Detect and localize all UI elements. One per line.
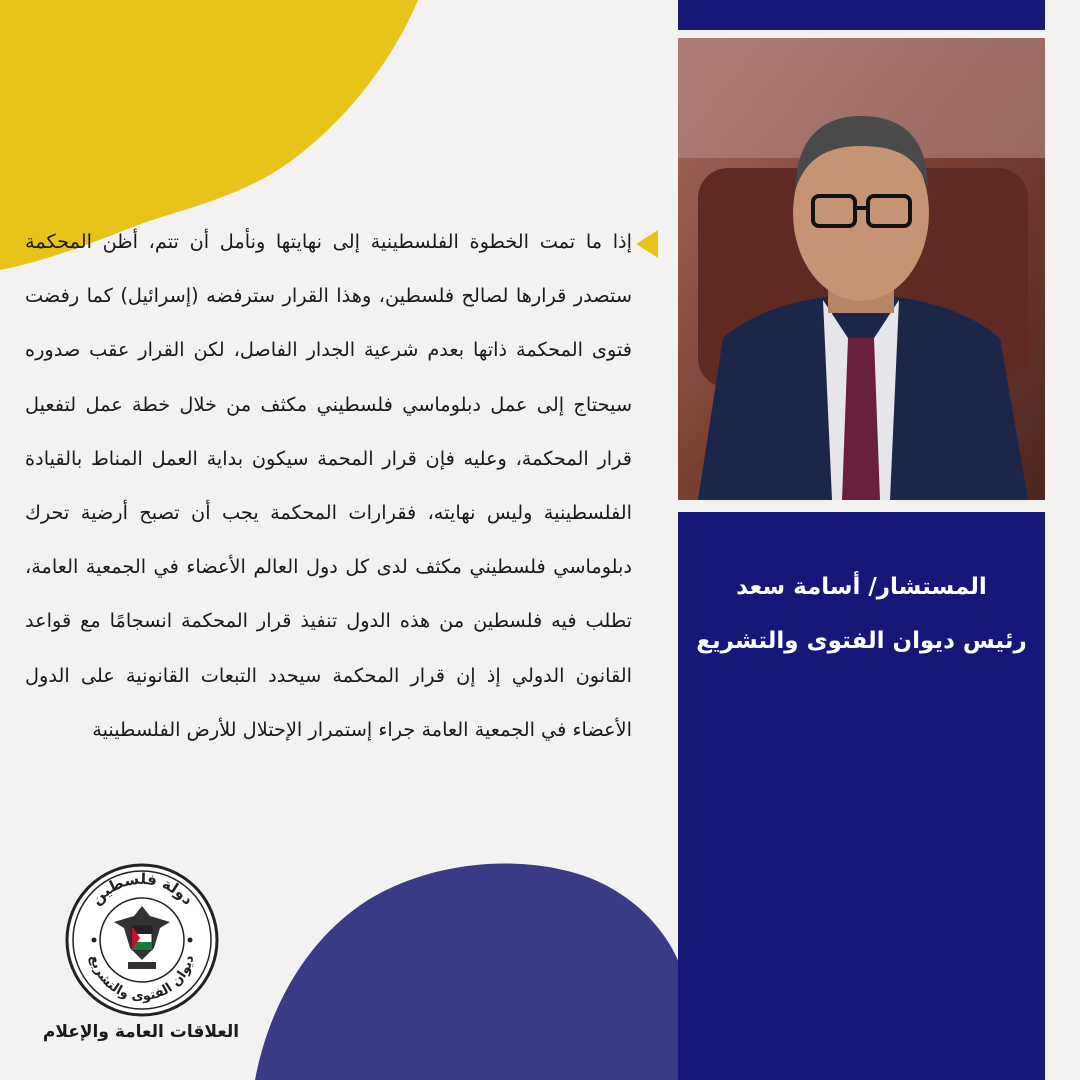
- portrait-photo: [678, 38, 1045, 500]
- person-title: رئيس ديوان الفتوى والتشريع: [696, 628, 1027, 654]
- top-navy-bar: [678, 0, 1045, 30]
- article-text: إذا ما تمت الخطوة الفلسطينية إلى نهايتها ونأمل أن تتم، أظن المحكمة ستصدر قرارها لصالح فلسطين، وهذا القرار سترفضه (إسرائيل) كما رفضت فتوى المحكمة ذاتها بعدم شرعية الجدار الفاصل، لكن القرار عقب صدوره سيحتاج إلى عمل دبلوماسي فلسطيني مكثف من خلال خطة عمل لتفعيل قرار المحكمة، وعليه فإن قرار المحمة سيكون بداية العمل المناط بالقيادة الفلسطينية وليس نهايته، فقرارات المحكمة يجب أن تصبح أرضية تحرك دبلوماسي فلسطيني مكثف لدى كل دول العالم الأعضاء في الجمعية العامة، تطلب فيه فلسطين من هذه الدول تنفيذ قرار المحكمة انسجامًا مع قواعد القانون الدولي إذ إن قرار المحكمة سيحدد التبعات القانونية على الدول الأعضاء في الجمعية العامة جراء إستمرار الإحتلال للأرض الفلسطينية: [25, 230, 632, 741]
- pointer-triangle-icon: [636, 230, 658, 258]
- footer-department: العلاقات العامة والإعلام: [42, 1022, 240, 1042]
- person-name: المستشار/ أسامة سعد: [736, 574, 987, 600]
- seal-emblem-icon: [64, 862, 220, 1018]
- name-block: [690, 560, 1033, 668]
- seal-inner-text: ديوان الفتوى والتشريع: [86, 953, 198, 1005]
- purple-blob: [255, 864, 680, 1080]
- article-body: [25, 215, 632, 757]
- seal-outer-text: دولة فلسطين: [87, 869, 198, 909]
